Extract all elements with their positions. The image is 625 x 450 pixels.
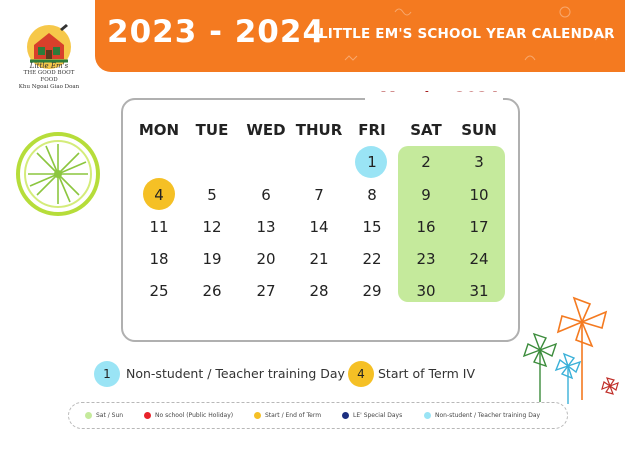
header-banner (95, 0, 625, 72)
key-training-day (424, 411, 540, 421)
day-cell: 8 (367, 186, 377, 204)
day-cell: 30 (416, 282, 436, 300)
pinwheels-decoration (512, 290, 625, 410)
day-cell: 27 (256, 282, 276, 300)
key-term-label: Start / End of Term (265, 412, 322, 419)
key-weekend-dot (85, 412, 92, 419)
day-cell: 3 (474, 153, 484, 171)
key-special-label: LE' Special Days (353, 412, 403, 419)
day-cell: 5 (207, 186, 217, 204)
key-term (254, 411, 321, 421)
day-cell: 28 (309, 282, 329, 300)
day-cell: 14 (309, 218, 329, 236)
day-cell: 10 (469, 186, 489, 204)
day-cell: 23 (416, 250, 436, 268)
day-cell: 19 (202, 250, 222, 268)
logo-name: Little Em's (29, 62, 69, 70)
key-weekend-label: Sat / Sun (96, 412, 124, 419)
legend-term-label: Start of Term IV (378, 366, 476, 381)
weekday-sun: SUN (461, 121, 497, 139)
day-cell: 6 (261, 186, 271, 204)
key-training-dot (424, 412, 431, 419)
key-special-dot (342, 412, 349, 419)
day-cell: 17 (469, 218, 489, 236)
day-cell: 24 (469, 250, 489, 268)
day-cell: 31 (469, 282, 489, 300)
weekday-thur: THUR (295, 121, 343, 139)
day-cell: 15 (362, 218, 382, 236)
compass-decoration (12, 128, 104, 220)
key-weekend (85, 411, 123, 421)
legend-training-label: Non-student / Teacher training Day (126, 366, 345, 381)
logo-caption (18, 62, 80, 90)
day-cell: 25 (149, 282, 169, 300)
day-cell: 29 (362, 282, 382, 300)
day-cell: 11 (149, 218, 169, 236)
weekday-sat: SAT (410, 121, 442, 139)
weekday-mon: MON (138, 121, 180, 139)
day-cell: 7 (314, 186, 324, 204)
day-cell: 16 (416, 218, 436, 236)
day-cell: 4 (154, 186, 164, 204)
legend-training-marker: 1 (94, 361, 120, 387)
day-cell: 13 (256, 218, 276, 236)
weekday-fri: FRI (358, 121, 386, 139)
key-training-label: Non-student / Teacher training Day (435, 412, 541, 419)
day-cell: 18 (149, 250, 169, 268)
day-cell: 1 (367, 153, 377, 171)
day-cell: 22 (362, 250, 382, 268)
calendar-title: LITTLE EM'S SCHOOL YEAR CALENDAR (319, 26, 615, 42)
weekday-wed: WED (246, 121, 286, 139)
day-cell: 21 (309, 250, 329, 268)
day-cell: 2 (421, 153, 431, 171)
day-cell: 20 (256, 250, 276, 268)
key-holiday-dot (144, 412, 151, 419)
legend-term-marker: 4 (348, 361, 374, 387)
weekday-tue: TUE (195, 121, 229, 139)
logo-sub: Khu Ngoai Giao Doan (18, 83, 80, 90)
day-cell: 12 (202, 218, 222, 236)
day-cell: 26 (202, 282, 222, 300)
key-holiday-label: No school (Public Holiday) (155, 412, 234, 419)
day-cell: 9 (421, 186, 431, 204)
logo-tagline: THE GOOD BOOT FOOD (23, 70, 75, 83)
school-year: 2023 - 2024 (107, 14, 326, 50)
key-special-days (342, 411, 402, 421)
key-public-holiday (144, 411, 233, 421)
calendar-frame-gap (365, 92, 503, 104)
key-term-dot (254, 412, 261, 419)
